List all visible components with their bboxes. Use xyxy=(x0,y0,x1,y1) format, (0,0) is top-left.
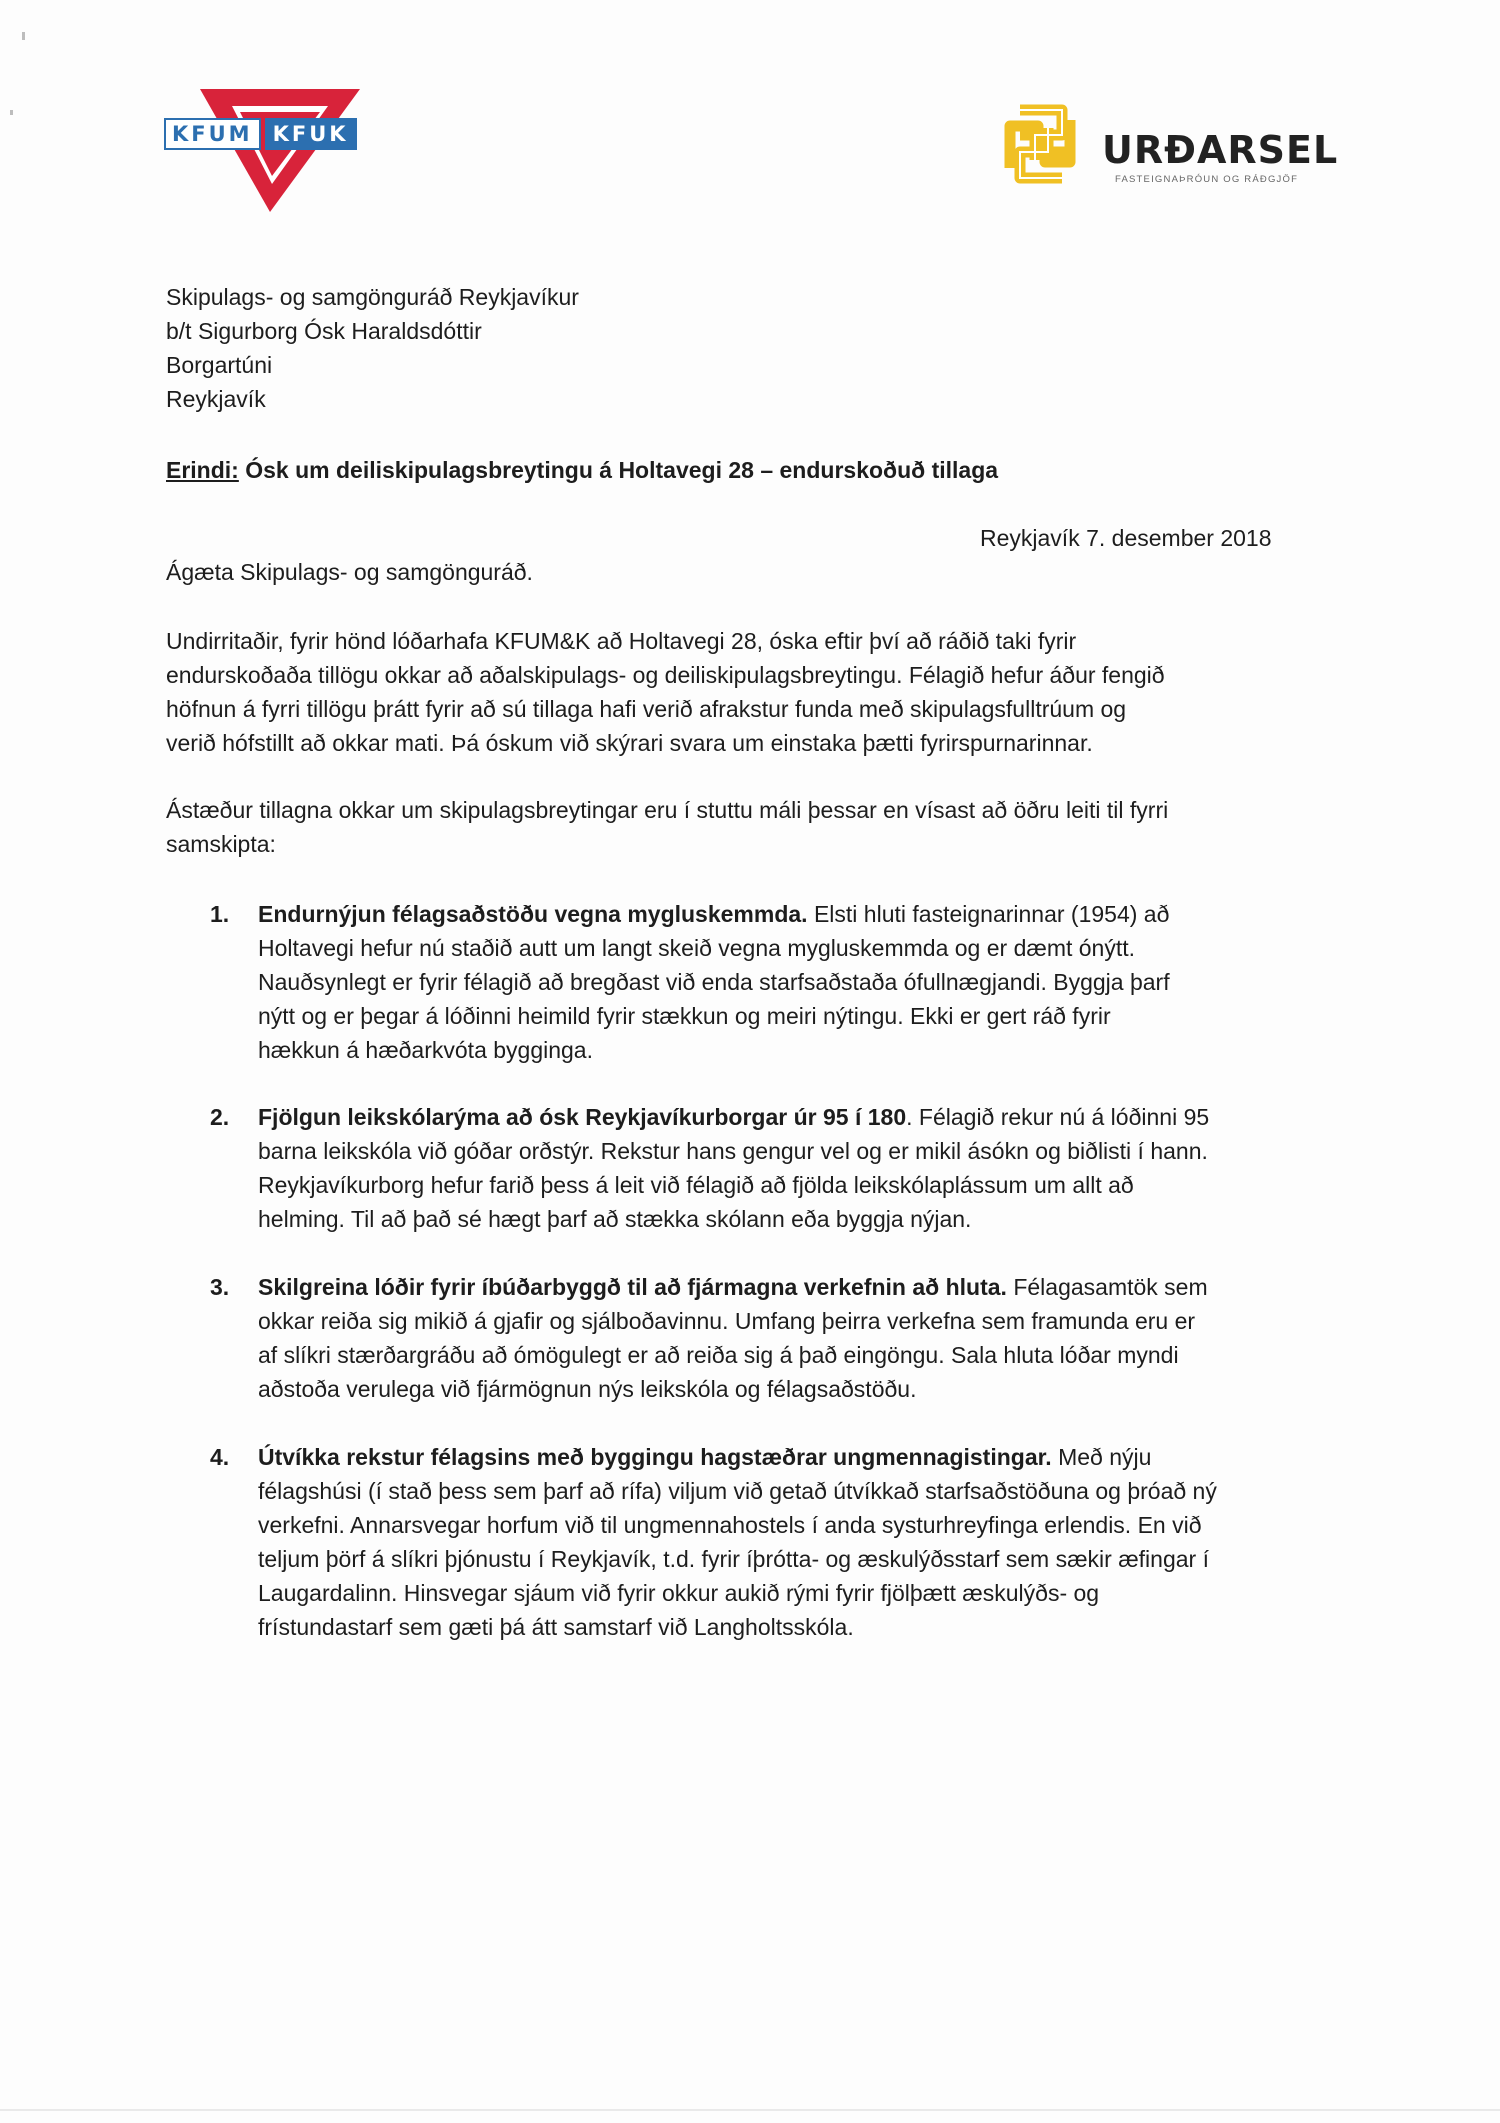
list-item-line: Holtavegi hefur nú staðið autt um langt skeið vegna mygluskemmda og er dæmt ónýtt. xyxy=(258,935,1136,961)
list-item-number: 1. xyxy=(210,901,230,927)
paragraph-line: samskipta: xyxy=(166,831,276,857)
list-item-line: frístundastarf sem gæti þá átt samstarf við Langholtsskóla. xyxy=(258,1614,854,1640)
list-item-heading: Fjölgun leikskólarýma að ósk Reykjavíkurborgar úr 95 í 180 xyxy=(258,1104,907,1130)
list-item-line: okkar reiða sig mikið á gjafir og sjálboðavinnu. Umfang þeirra verkefna sem framunda eru er xyxy=(258,1308,1196,1334)
paragraph-line: Ástæður tillagna okkar um skipulagsbreytingar eru í stuttu máli þessar en vísast að öðru leiti til fyrri xyxy=(166,797,1169,823)
kfum-kfuk-logo xyxy=(160,84,380,214)
list-item-heading: Útvíkka rekstur félagsins með byggingu hagstæðrar ungmennagistingar. xyxy=(258,1444,1052,1470)
paragraph-line: endurskoðaða tillögu okkar að aðalskipulags- og deiliskipulagsbreytingu. Félagið hefur áður fengið xyxy=(166,662,1165,688)
list-item-line: helming. Til að það sé hægt þarf að stækka skólann eða byggja nýjan. xyxy=(258,1206,972,1232)
list-item-line: af slíkri stærðargráðu að ómögulegt er að reiða sig á það eingöngu. Sala hluta lóðar myndi xyxy=(258,1342,1179,1368)
scan-artifact xyxy=(22,32,25,40)
list-item-line: barna leikskóla við góðar orðstýr. Rekstur hans gengur vel og er mikil ásókn og biðlisti í hann. xyxy=(258,1138,1208,1164)
list-item-line: teljum þörf á slíkri þjónustu í Reykjavík, t.d. fyrir íþrótta- og æskulýðsstarf sem sækir æfingar í xyxy=(258,1546,1209,1572)
urdarsel-wordmark: URÐARSEL xyxy=(1102,128,1339,172)
list-item-line: verkefni. Annarsvegar horfum við til ungmennahostels í anda systurhreyfinga erlendis. En við xyxy=(258,1512,1202,1538)
list-item-text: . Félagið rekur nú á lóðinni 95 xyxy=(906,1104,1210,1130)
list-item-number: 2. xyxy=(210,1104,230,1130)
kfum-wordmark: KFUM xyxy=(164,118,261,150)
paragraph-line: verið hófstillt að okkar mati. Þá óskum við skýrari svara um einstaka þætti fyrirspurnarinnar. xyxy=(166,730,1093,756)
recipient-line: b/t Sigurborg Ósk Haraldsdóttir xyxy=(166,318,482,344)
scan-artifact xyxy=(10,110,13,115)
list-item-number: 3. xyxy=(210,1274,230,1300)
list-item-text: Með nýju xyxy=(1051,1444,1152,1470)
paragraph-line: Undirritaðir, fyrir hönd lóðarhafa KFUM&K að Holtavegi 28, óska eftir því að ráðið taki fyrir xyxy=(166,628,1077,654)
reasons-intro-paragraph xyxy=(166,793,1341,861)
recipient-line: Skipulags- og samgönguráð Reykjavíkur xyxy=(166,284,579,310)
list-item-line: félagshúsi (í stað þess sem þarf að rífa) viljum við getað útvíkkað starfsaðstöðuna og þróað ný xyxy=(258,1478,1217,1504)
letter-date: Reykjavík 7. desember 2018 xyxy=(980,525,1272,551)
recipient-line: Reykjavík xyxy=(166,386,266,412)
scan-bottom-edge xyxy=(0,2109,1500,2111)
list-item-heading: Endurnýjun félagsaðstöðu vegna mygluskemmda. xyxy=(258,901,808,927)
paragraph-line: höfnun á fyrri tillögu þrátt fyrir að sú tillaga hafi verið afrakstur funda með skipulagsfulltrúum og xyxy=(166,696,1127,722)
subject-line xyxy=(166,453,998,487)
recipient-address xyxy=(166,280,579,416)
recipient-line: Borgartúni xyxy=(166,352,273,378)
list-item-line: hækkun á hæðarkvóta bygginga. xyxy=(258,1037,593,1063)
urdarsel-logo xyxy=(990,90,1339,200)
list-item-line: Nauðsynlegt er fyrir félagið að bregðast við enda starfsaðstaða ófullnægjandi. Byggja þarf xyxy=(258,969,1170,995)
list-item-text: Félagasamtök sem xyxy=(1006,1274,1208,1300)
list-item-line: nýtt og er þegar á lóðinni heimild fyrir stækkun og meiri nýtingu. Ekki er gert ráð fyrir xyxy=(258,1003,1111,1029)
interlocking-knot-icon xyxy=(990,90,1100,200)
kfuk-wordmark: KFUK xyxy=(265,118,357,150)
list-item-heading: Skilgreina lóðir fyrir íbúðarbyggð til að fjármagna verkefnin að hluta. xyxy=(258,1274,1007,1300)
subject-label: Erindi: xyxy=(166,457,239,483)
subject-text: Ósk um deiliskipulagsbreytingu á Holtavegi 28 – endurskoðuð tillaga xyxy=(238,457,999,483)
intro-paragraph xyxy=(166,624,1341,760)
list-item-line: Reykjavíkurborg hefur farið þess á leit við félagið að fjölda leikskólaplássum um allt að xyxy=(258,1172,1134,1198)
list-item-line: Laugardalinn. Hinsvegar sjáum við fyrir okkur aukið rými fyrir fjölþætt æskulýðs- og xyxy=(258,1580,1100,1606)
list-item-number: 4. xyxy=(210,1444,230,1470)
list-item-line: aðstoða verulega við fjármögnun nýs leikskóla og félagsaðstöðu. xyxy=(258,1376,917,1402)
list-item-text: Elsti hluti fasteignarinnar (1954) að xyxy=(807,901,1170,927)
urdarsel-tagline: FASTEIGNAÞRÓUN OG RÁÐGJÖF xyxy=(1115,174,1299,185)
salutation: Ágæta Skipulags- og samgönguráð. xyxy=(166,559,533,585)
